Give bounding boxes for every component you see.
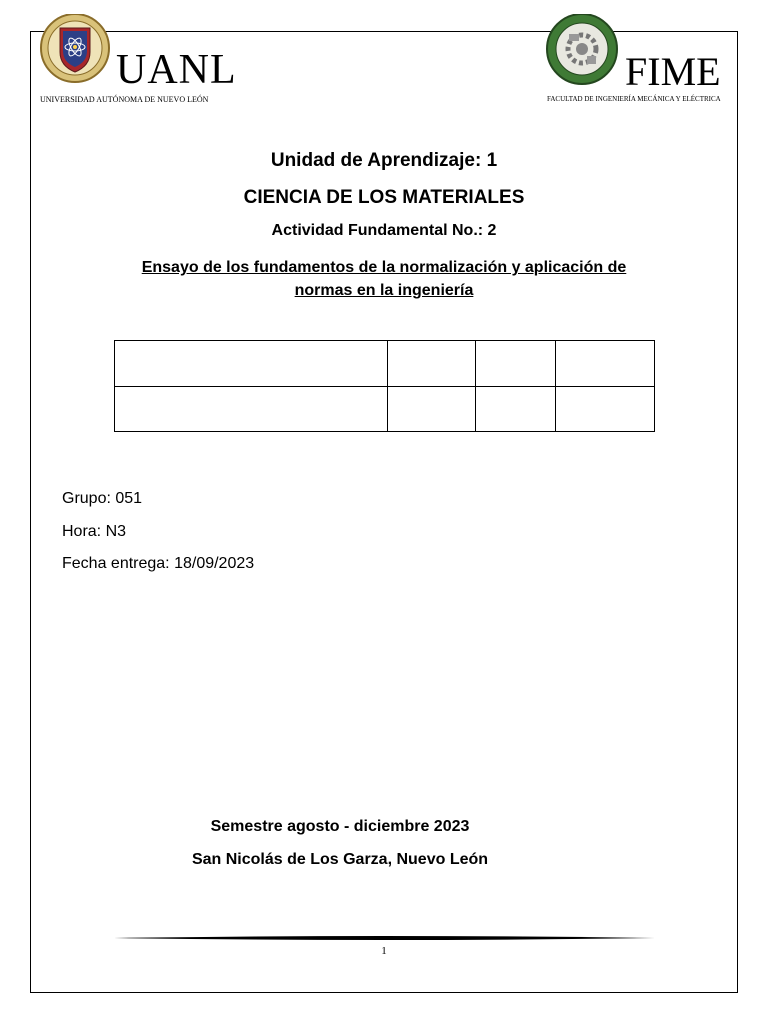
table-cell [556, 387, 655, 432]
uanl-logo [38, 14, 238, 110]
table-cell [388, 341, 476, 387]
fime-logo [545, 14, 733, 106]
table-cell [115, 387, 388, 432]
topic-title-line-2: normas en la ingeniería [294, 282, 474, 299]
unit-title: Unidad de Aprendizaje: 1 [270, 150, 498, 171]
location-text: San Nicolás de Los Garza, Nuevo León [191, 851, 489, 868]
group-text: Grupo: 051 [62, 490, 143, 507]
topic-title [0, 256, 768, 302]
table-cell [556, 341, 655, 387]
uanl-subtitle: UNIVERSIDAD AUTÓNOMA DE NUEVO LEÓN [40, 95, 209, 104]
course-title: CIENCIA DE LOS MATERIALES [243, 187, 525, 208]
due-date-text: Fecha entrega: 18/09/2023 [62, 555, 255, 572]
table-cell [388, 387, 476, 432]
page-border [30, 31, 738, 993]
table-cell [476, 387, 556, 432]
table-cell [476, 341, 556, 387]
uanl-wordmark: UANL [116, 47, 237, 93]
student-info-table [114, 340, 655, 432]
semester-text: Semestre agosto - diciembre 2023 [210, 818, 470, 835]
topic-title-line-1: Ensayo de los fundamentos de la normalización y aplicación de [141, 259, 627, 276]
page-number: 1 [381, 945, 387, 957]
footer-rule [114, 934, 655, 942]
activity-title: Actividad Fundamental No.: 2 [271, 222, 497, 239]
table-cell [115, 341, 388, 387]
table-row [115, 387, 655, 432]
fime-subtitle: FACULTAD DE INGENIERÍA MECÁNICA Y ELÉCTRICA [547, 95, 721, 103]
fime-wordmark: FIME [625, 49, 721, 94]
time-text: Hora: N3 [62, 523, 127, 540]
table-row [115, 341, 655, 387]
